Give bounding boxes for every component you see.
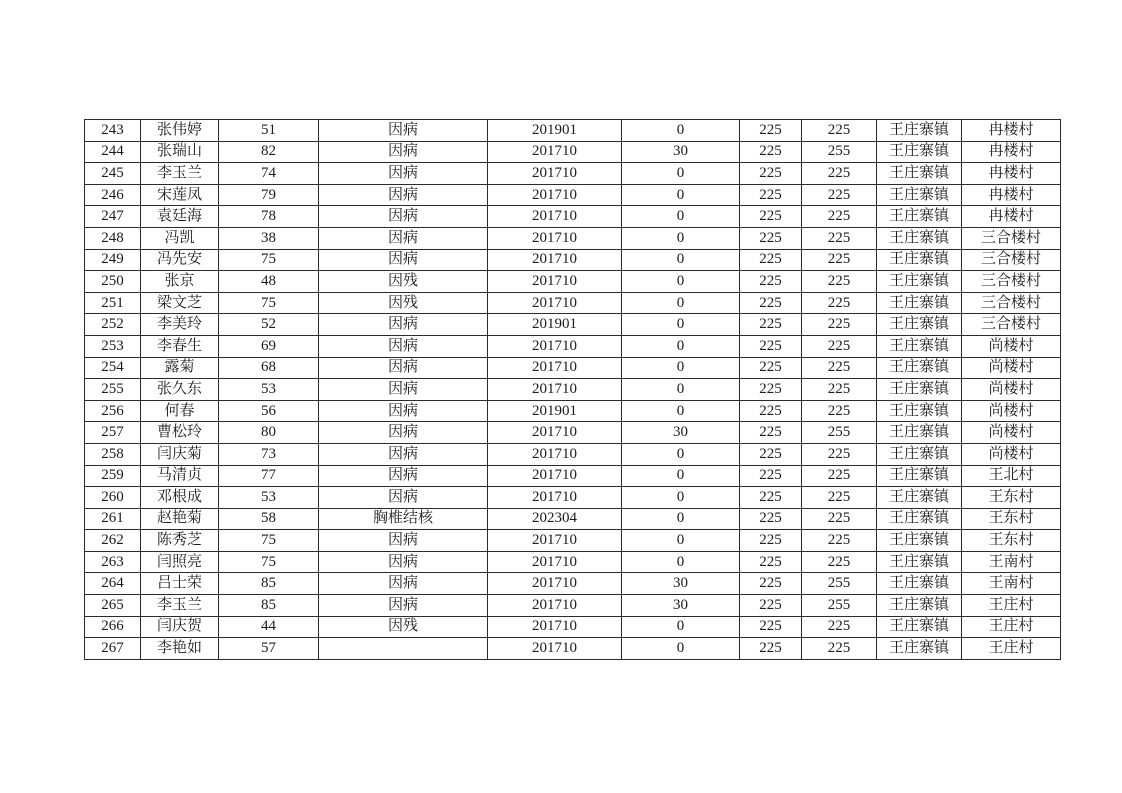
cell-town: 王庄寨镇 [877,249,962,271]
cell-name: 梁文芝 [141,292,219,314]
cell-total-amount: 225 [802,249,877,271]
cell-base-amount: 225 [740,141,802,163]
cell-base-amount: 225 [740,357,802,379]
table-row [85,616,1061,638]
cell-village: 冉楼村 [962,141,1061,163]
cell-no: 251 [85,292,141,314]
cell-total-amount: 225 [802,271,877,293]
cell-name: 陈秀芝 [141,530,219,552]
cell-supplement: 0 [622,335,740,357]
cell-town: 王庄寨镇 [877,271,962,293]
table-row [85,379,1061,401]
cell-name: 袁廷海 [141,206,219,228]
cell-village: 冉楼村 [962,184,1061,206]
cell-name: 吕士荣 [141,573,219,595]
cell-age: 69 [219,335,319,357]
cell-base-amount: 225 [740,249,802,271]
cell-reason: 因残 [319,271,488,293]
cell-total-amount: 255 [802,573,877,595]
table-row [85,249,1061,271]
cell-town: 王庄寨镇 [877,184,962,206]
cell-name: 张京 [141,271,219,293]
table-row [85,465,1061,487]
cell-reason: 因病 [319,400,488,422]
table-row [85,271,1061,293]
cell-town: 王庄寨镇 [877,508,962,530]
cell-name: 闫庆菊 [141,443,219,465]
cell-base-amount: 225 [740,443,802,465]
cell-total-amount: 255 [802,595,877,617]
cell-village: 尚楼村 [962,422,1061,444]
cell-no: 252 [85,314,141,336]
cell-no: 248 [85,227,141,249]
cell-base-amount: 225 [740,616,802,638]
cell-base-amount: 225 [740,465,802,487]
cell-total-amount: 225 [802,314,877,336]
cell-town: 王庄寨镇 [877,227,962,249]
cell-no: 246 [85,184,141,206]
cell-town: 王庄寨镇 [877,595,962,617]
cell-age: 52 [219,314,319,336]
cell-village: 王东村 [962,508,1061,530]
cell-town: 王庄寨镇 [877,120,962,142]
cell-age: 57 [219,638,319,660]
cell-base-amount: 225 [740,227,802,249]
cell-date: 201710 [488,465,622,487]
cell-name: 曹松玲 [141,422,219,444]
cell-age: 80 [219,422,319,444]
cell-reason: 因病 [319,465,488,487]
cell-age: 77 [219,465,319,487]
cell-date: 201710 [488,616,622,638]
cell-village: 王庄村 [962,638,1061,660]
table-row [85,335,1061,357]
cell-supplement: 0 [622,227,740,249]
cell-base-amount: 225 [740,573,802,595]
cell-supplement: 0 [622,379,740,401]
cell-village: 冉楼村 [962,120,1061,142]
cell-village: 王南村 [962,551,1061,573]
cell-supplement: 0 [622,271,740,293]
cell-name: 露菊 [141,357,219,379]
cell-no: 263 [85,551,141,573]
cell-base-amount: 225 [740,400,802,422]
cell-town: 王庄寨镇 [877,163,962,185]
table-row [85,487,1061,509]
cell-village: 三合楼村 [962,292,1061,314]
cell-town: 王庄寨镇 [877,357,962,379]
cell-date: 201710 [488,227,622,249]
cell-town: 王庄寨镇 [877,292,962,314]
cell-date: 201710 [488,206,622,228]
cell-supplement: 0 [622,357,740,379]
cell-no: 256 [85,400,141,422]
cell-no: 243 [85,120,141,142]
cell-name: 马清贞 [141,465,219,487]
cell-total-amount: 225 [802,335,877,357]
table-row [85,508,1061,530]
cell-base-amount: 225 [740,508,802,530]
cell-reason: 因病 [319,227,488,249]
cell-reason: 因病 [319,141,488,163]
cell-town: 王庄寨镇 [877,422,962,444]
cell-total-amount: 225 [802,206,877,228]
cell-date: 201710 [488,487,622,509]
cell-age: 75 [219,530,319,552]
table-row [85,551,1061,573]
cell-reason: 因病 [319,249,488,271]
cell-supplement: 0 [622,638,740,660]
cell-age: 75 [219,292,319,314]
cell-supplement: 0 [622,292,740,314]
cell-total-amount: 225 [802,465,877,487]
cell-village: 王北村 [962,465,1061,487]
cell-total-amount: 225 [802,443,877,465]
cell-age: 74 [219,163,319,185]
table-row [85,422,1061,444]
cell-base-amount: 225 [740,379,802,401]
cell-no: 250 [85,271,141,293]
cell-reason: 因病 [319,206,488,228]
cell-age: 51 [219,120,319,142]
cell-total-amount: 225 [802,530,877,552]
cell-village: 王庄村 [962,595,1061,617]
cell-town: 王庄寨镇 [877,141,962,163]
cell-date: 201710 [488,249,622,271]
cell-total-amount: 225 [802,357,877,379]
cell-age: 75 [219,249,319,271]
cell-age: 53 [219,487,319,509]
cell-village: 冉楼村 [962,206,1061,228]
table-row [85,595,1061,617]
cell-name: 冯凯 [141,227,219,249]
cell-age: 79 [219,184,319,206]
cell-total-amount: 255 [802,422,877,444]
cell-supplement: 0 [622,163,740,185]
cell-village: 三合楼村 [962,249,1061,271]
cell-age: 44 [219,616,319,638]
cell-supplement: 30 [622,422,740,444]
cell-base-amount: 225 [740,595,802,617]
cell-base-amount: 225 [740,163,802,185]
cell-age: 85 [219,595,319,617]
cell-no: 245 [85,163,141,185]
cell-no: 267 [85,638,141,660]
cell-date: 201710 [488,422,622,444]
cell-total-amount: 225 [802,508,877,530]
cell-name: 邓根成 [141,487,219,509]
cell-town: 王庄寨镇 [877,573,962,595]
cell-date: 201710 [488,443,622,465]
table-row [85,184,1061,206]
cell-name: 李玉兰 [141,163,219,185]
cell-base-amount: 225 [740,314,802,336]
table-row [85,163,1061,185]
cell-date: 201901 [488,120,622,142]
cell-town: 王庄寨镇 [877,638,962,660]
cell-date: 201901 [488,314,622,336]
cell-village: 三合楼村 [962,271,1061,293]
cell-reason: 因病 [319,184,488,206]
cell-no: 258 [85,443,141,465]
cell-reason: 因病 [319,163,488,185]
table-row [85,141,1061,163]
cell-date: 201710 [488,551,622,573]
cell-total-amount: 225 [802,638,877,660]
cell-supplement: 0 [622,184,740,206]
cell-reason: 因病 [319,379,488,401]
cell-town: 王庄寨镇 [877,379,962,401]
cell-base-amount: 225 [740,487,802,509]
cell-total-amount: 225 [802,184,877,206]
cell-name: 张瑞山 [141,141,219,163]
cell-no: 261 [85,508,141,530]
records-table [84,119,1061,660]
table-row [85,314,1061,336]
cell-date: 201710 [488,271,622,293]
cell-date: 201710 [488,292,622,314]
table-row [85,638,1061,660]
cell-town: 王庄寨镇 [877,335,962,357]
cell-supplement: 0 [622,487,740,509]
cell-name: 李玉兰 [141,595,219,617]
cell-age: 53 [219,379,319,401]
cell-age: 82 [219,141,319,163]
cell-no: 260 [85,487,141,509]
cell-supplement: 30 [622,573,740,595]
cell-supplement: 0 [622,551,740,573]
cell-total-amount: 225 [802,616,877,638]
cell-town: 王庄寨镇 [877,314,962,336]
cell-base-amount: 225 [740,335,802,357]
cell-base-amount: 225 [740,120,802,142]
cell-reason: 因病 [319,335,488,357]
cell-supplement: 0 [622,400,740,422]
table-row [85,443,1061,465]
cell-supplement: 0 [622,443,740,465]
cell-date: 202304 [488,508,622,530]
cell-supplement: 0 [622,120,740,142]
cell-supplement: 0 [622,206,740,228]
cell-base-amount: 225 [740,422,802,444]
cell-total-amount: 225 [802,400,877,422]
cell-date: 201710 [488,638,622,660]
cell-village: 尚楼村 [962,379,1061,401]
cell-date: 201710 [488,595,622,617]
cell-date: 201901 [488,400,622,422]
cell-name: 李春生 [141,335,219,357]
cell-town: 王庄寨镇 [877,551,962,573]
cell-reason: 因残 [319,616,488,638]
cell-reason: 因病 [319,551,488,573]
cell-date: 201710 [488,163,622,185]
cell-village: 王东村 [962,487,1061,509]
cell-total-amount: 225 [802,227,877,249]
cell-supplement: 0 [622,530,740,552]
cell-date: 201710 [488,573,622,595]
cell-town: 王庄寨镇 [877,443,962,465]
table-row [85,530,1061,552]
cell-name: 张久东 [141,379,219,401]
cell-date: 201710 [488,335,622,357]
cell-village: 尚楼村 [962,357,1061,379]
cell-base-amount: 225 [740,551,802,573]
cell-no: 262 [85,530,141,552]
cell-reason: 因病 [319,595,488,617]
cell-village: 三合楼村 [962,227,1061,249]
cell-age: 56 [219,400,319,422]
cell-reason: 因病 [319,357,488,379]
cell-age: 73 [219,443,319,465]
cell-village: 王庄村 [962,616,1061,638]
cell-no: 244 [85,141,141,163]
cell-supplement: 0 [622,314,740,336]
cell-total-amount: 225 [802,120,877,142]
table-row [85,573,1061,595]
cell-village: 王东村 [962,530,1061,552]
cell-village: 三合楼村 [962,314,1061,336]
table-row [85,227,1061,249]
table-row [85,400,1061,422]
cell-age: 78 [219,206,319,228]
cell-total-amount: 255 [802,141,877,163]
cell-no: 257 [85,422,141,444]
table-row [85,357,1061,379]
cell-reason: 因病 [319,422,488,444]
cell-total-amount: 225 [802,487,877,509]
cell-total-amount: 225 [802,379,877,401]
cell-no: 255 [85,379,141,401]
cell-age: 85 [219,573,319,595]
roster-page-sheet [84,119,1060,660]
cell-reason [319,638,488,660]
cell-village: 尚楼村 [962,400,1061,422]
cell-supplement: 30 [622,141,740,163]
cell-no: 247 [85,206,141,228]
cell-base-amount: 225 [740,292,802,314]
cell-supplement: 0 [622,508,740,530]
cell-name: 李美玲 [141,314,219,336]
cell-name: 闫庆贺 [141,616,219,638]
cell-no: 249 [85,249,141,271]
cell-date: 201710 [488,357,622,379]
cell-no: 254 [85,357,141,379]
cell-date: 201710 [488,379,622,401]
cell-total-amount: 225 [802,163,877,185]
table-row [85,206,1061,228]
cell-no: 259 [85,465,141,487]
cell-name: 赵艳菊 [141,508,219,530]
cell-reason: 因病 [319,120,488,142]
cell-village: 冉楼村 [962,163,1061,185]
cell-name: 宋莲凤 [141,184,219,206]
cell-name: 冯先安 [141,249,219,271]
cell-name: 李艳如 [141,638,219,660]
cell-supplement: 30 [622,595,740,617]
cell-date: 201710 [488,184,622,206]
cell-name: 何春 [141,400,219,422]
cell-reason: 因病 [319,443,488,465]
cell-base-amount: 225 [740,638,802,660]
cell-reason: 因残 [319,292,488,314]
cell-town: 王庄寨镇 [877,616,962,638]
cell-age: 58 [219,508,319,530]
cell-base-amount: 225 [740,206,802,228]
cell-no: 266 [85,616,141,638]
cell-age: 68 [219,357,319,379]
cell-village: 尚楼村 [962,335,1061,357]
cell-age: 48 [219,271,319,293]
cell-base-amount: 225 [740,530,802,552]
cell-town: 王庄寨镇 [877,530,962,552]
table-row [85,120,1061,142]
cell-base-amount: 225 [740,271,802,293]
cell-supplement: 0 [622,249,740,271]
cell-age: 75 [219,551,319,573]
cell-town: 王庄寨镇 [877,400,962,422]
cell-base-amount: 225 [740,184,802,206]
cell-reason: 胸椎结核 [319,508,488,530]
cell-village: 王南村 [962,573,1061,595]
cell-town: 王庄寨镇 [877,206,962,228]
cell-town: 王庄寨镇 [877,487,962,509]
cell-reason: 因病 [319,487,488,509]
cell-town: 王庄寨镇 [877,465,962,487]
table-row [85,292,1061,314]
cell-reason: 因病 [319,573,488,595]
cell-supplement: 0 [622,465,740,487]
cell-reason: 因病 [319,530,488,552]
cell-total-amount: 225 [802,551,877,573]
cell-name: 张伟婷 [141,120,219,142]
cell-reason: 因病 [319,314,488,336]
cell-date: 201710 [488,530,622,552]
cell-total-amount: 225 [802,292,877,314]
cell-no: 264 [85,573,141,595]
table-body [85,120,1061,660]
cell-no: 253 [85,335,141,357]
cell-supplement: 0 [622,616,740,638]
cell-no: 265 [85,595,141,617]
cell-village: 尚楼村 [962,443,1061,465]
cell-name: 闫照亮 [141,551,219,573]
cell-date: 201710 [488,141,622,163]
cell-age: 38 [219,227,319,249]
